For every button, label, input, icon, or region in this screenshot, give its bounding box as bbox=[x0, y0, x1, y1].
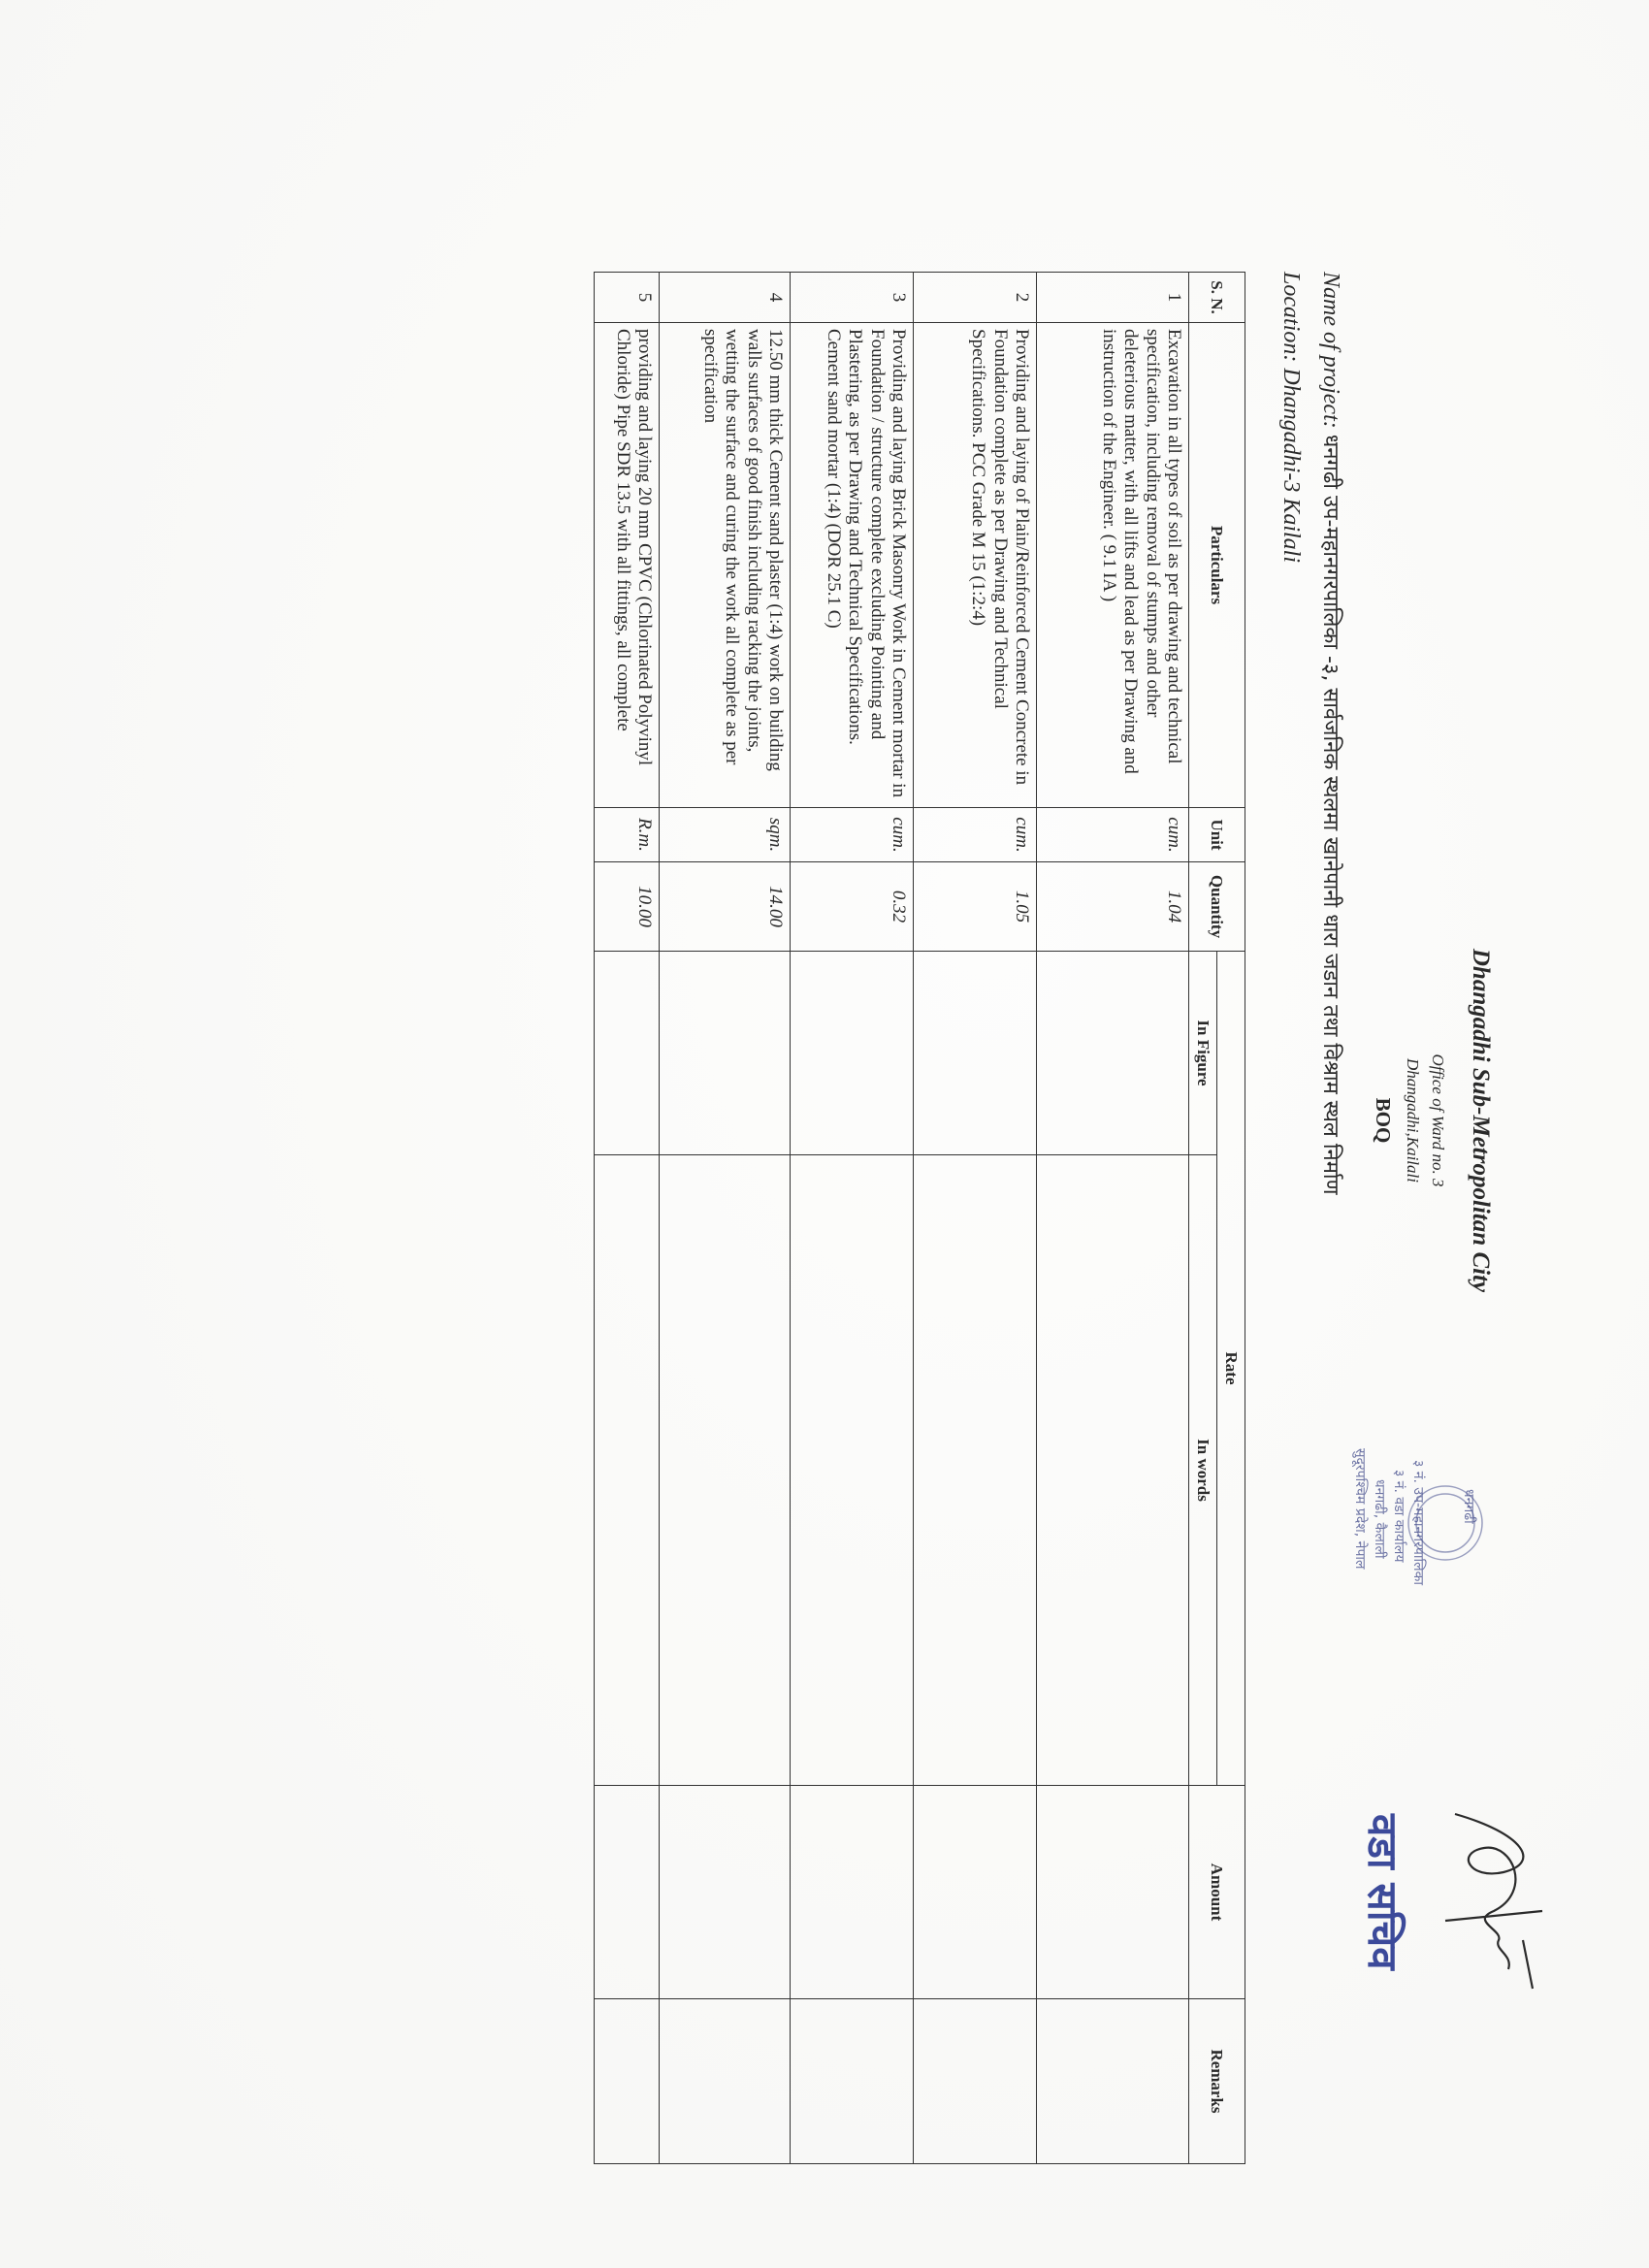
row-rate-words[interactable] bbox=[914, 1155, 1037, 1786]
row-remarks[interactable] bbox=[660, 1999, 791, 2164]
row-sn: 2 bbox=[914, 273, 1037, 323]
table-row bbox=[1037, 273, 1189, 2164]
unit-header: Unit bbox=[1189, 808, 1245, 862]
row-sn: 5 bbox=[595, 273, 660, 323]
row-amount[interactable] bbox=[1037, 1786, 1189, 1999]
row-particulars: 12.50 mm thick Cement sand plaster (1:4) work on building walls surfaces of good finish including racking the joints, wetting the surface and curing the work all complete as per specification bbox=[660, 323, 791, 808]
ward-office-stamp bbox=[1319, 1431, 1504, 1625]
row-rate-figure[interactable] bbox=[595, 952, 660, 1155]
row-amount[interactable] bbox=[914, 1786, 1037, 1999]
row-quantity: 1.05 bbox=[914, 862, 1037, 952]
row-rate-words[interactable] bbox=[660, 1155, 791, 1786]
row-quantity: 10.00 bbox=[595, 862, 660, 952]
signature bbox=[1426, 1795, 1562, 2008]
quantity-header: Quantity bbox=[1189, 862, 1245, 952]
location-line: Location: Dhangadhi-3 Kailali bbox=[1278, 272, 1304, 563]
office-name: Office of Ward no. 3 bbox=[1429, 1053, 1447, 1187]
ward-secretary-label: वडा सचिव bbox=[1359, 1814, 1406, 1970]
svg-text:३ नं. उप-महानगरपालिका: ३ नं. उप-महानगरपालिका bbox=[1410, 1460, 1426, 1585]
document-type: BOQ bbox=[1372, 1097, 1395, 1144]
row-unit: sqm. bbox=[660, 808, 791, 862]
row-rate-figure[interactable] bbox=[914, 952, 1037, 1155]
svg-text:३ नं. वडा कार्यालय: ३ नं. वडा कार्यालय bbox=[1391, 1470, 1406, 1563]
row-particulars: Providing and laying of Plain/Reinforced Cement Concrete in Foundation complete as per Drawing and Technical Specifications. PCC Grade M 15 (1:2:4) bbox=[914, 323, 1037, 808]
table-row bbox=[791, 273, 914, 2164]
table-row bbox=[914, 273, 1037, 2164]
svg-text:धनगढी, कैलाली: धनगढी, कैलाली bbox=[1372, 1479, 1387, 1559]
row-unit: cum. bbox=[914, 808, 1037, 862]
amount-header: Amount bbox=[1189, 1786, 1245, 1999]
remarks-header: Remarks bbox=[1189, 1999, 1245, 2164]
row-amount[interactable] bbox=[660, 1786, 791, 1999]
row-rate-figure[interactable] bbox=[660, 952, 791, 1155]
svg-text:सुदूरपश्चिम प्रदेश, नेपाल: सुदूरपश्चिम प्रदेश, नेपाल bbox=[1352, 1448, 1368, 1570]
table-row bbox=[660, 273, 791, 2164]
row-unit: R.m. bbox=[595, 808, 660, 862]
row-quantity: 1.04 bbox=[1037, 862, 1189, 952]
row-sn: 3 bbox=[791, 273, 914, 323]
row-remarks[interactable] bbox=[791, 1999, 914, 2164]
project-label: Name of project: bbox=[1318, 272, 1343, 429]
boq-table bbox=[594, 272, 1245, 2164]
in-figure-header: In Figure bbox=[1189, 952, 1217, 1155]
office-place: Dhangadhi,Kailali bbox=[1404, 1058, 1422, 1183]
table-row bbox=[595, 273, 660, 2164]
row-unit: cum. bbox=[1037, 808, 1189, 862]
row-rate-figure[interactable] bbox=[1037, 952, 1189, 1155]
sn-header: S. N. bbox=[1189, 273, 1245, 323]
city-title: Dhangadhi Sub-Metropolitan City bbox=[1468, 948, 1494, 1293]
row-sn: 4 bbox=[660, 273, 791, 323]
row-remarks[interactable] bbox=[914, 1999, 1037, 2164]
row-unit: cum. bbox=[791, 808, 914, 862]
boq-document bbox=[427, 29, 1494, 2212]
row-particulars: Providing and laying Brick Masonry Work in Cement mortar in Foundation / structure complete excluding Pointing and Plastering, as per Drawing and Technical Specifications. Cement sand mortar (1:4) (DOR 25.1 C) bbox=[791, 323, 914, 808]
row-quantity: 14.00 bbox=[660, 862, 791, 952]
in-words-header: In words bbox=[1189, 1155, 1217, 1786]
svg-text:धनगढी: धनगढी bbox=[1461, 1489, 1476, 1524]
row-rate-words[interactable] bbox=[791, 1155, 914, 1786]
row-sn: 1 bbox=[1037, 273, 1189, 323]
row-particulars: Excavation in all types of soil as per drawing and technical specification, including removal of stumps and other deleterious matter, with all lifts and lead as per Drawing and instruction of the Engineer. ( 9.1 IA ) bbox=[1037, 323, 1189, 808]
row-rate-words[interactable] bbox=[595, 1155, 660, 1786]
particulars-header: Particulars bbox=[1189, 323, 1245, 808]
row-particulars: providing and laying 20 mm CPVC (Chlorinated Polyvinyl Chloride) Pipe SDR 13.5 with all fittings, all complete bbox=[595, 323, 660, 808]
project-name: धनगढी उप-महानगरपालिका -३, सार्वजनिक स्थलमा खानेपानी धारा जडान तथा विश्राम स्थल निर्माण bbox=[1318, 434, 1342, 1195]
row-remarks[interactable] bbox=[595, 1999, 660, 2164]
row-quantity: 0.32 bbox=[791, 862, 914, 952]
project-line bbox=[1317, 272, 1346, 2115]
row-rate-words[interactable] bbox=[1037, 1155, 1189, 1786]
row-amount[interactable] bbox=[595, 1786, 660, 1999]
rate-header: Rate bbox=[1217, 952, 1245, 1786]
row-rate-figure[interactable] bbox=[791, 952, 914, 1155]
row-amount[interactable] bbox=[791, 1786, 914, 1999]
row-remarks[interactable] bbox=[1037, 1999, 1189, 2164]
